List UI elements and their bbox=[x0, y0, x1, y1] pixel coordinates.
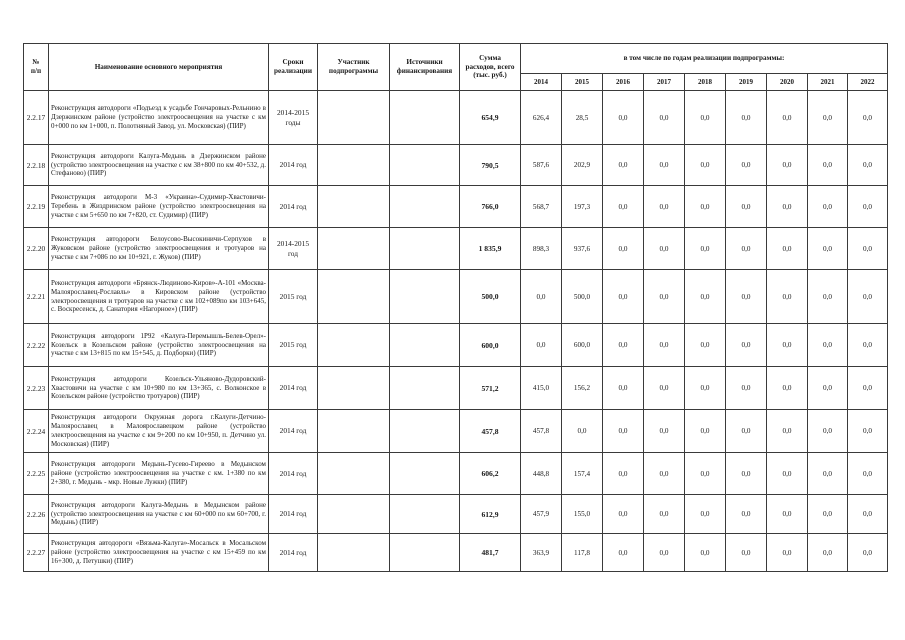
row-number: 2.2.26 bbox=[24, 495, 49, 534]
row-number: 2.2.21 bbox=[24, 270, 49, 324]
row-number: 2.2.24 bbox=[24, 410, 49, 453]
year-amount-2022: 0,0 bbox=[848, 324, 888, 367]
year-amount-2019: 0,0 bbox=[726, 228, 767, 270]
participant-cell bbox=[318, 91, 390, 145]
header-year-2017: 2017 bbox=[644, 74, 685, 91]
header-year-2016: 2016 bbox=[603, 74, 644, 91]
year-amount-2020: 0,0 bbox=[767, 228, 808, 270]
header-participant: Участник подпрограммы bbox=[318, 44, 390, 91]
year-amount-2021: 0,0 bbox=[808, 270, 848, 324]
year-amount-2016: 0,0 bbox=[603, 228, 644, 270]
total-amount: 481,7 bbox=[460, 534, 521, 572]
year-amount-2019: 0,0 bbox=[726, 534, 767, 572]
measure-name: Реконструкция автодороги Калуга-Медынь в Дзержинском районе (устройство электроосвещения на участке с км 38+800 по км 40+532, д. Стефаново) (ПИР) bbox=[49, 145, 269, 186]
row-number: 2.2.25 bbox=[24, 453, 49, 495]
year-amount-2020: 0,0 bbox=[767, 270, 808, 324]
participant-cell bbox=[318, 228, 390, 270]
year-amount-2019: 0,0 bbox=[726, 186, 767, 228]
measure-name: Реконструкция автодороги Козельск-Ульяново-Дудоровский-Хвастовичи на участке с км 10+980 по км 13+365, с. Волконское в Козельском районе (устройство тротуаров) (ПИР) bbox=[49, 367, 269, 410]
table-row bbox=[24, 228, 888, 270]
year-amount-2016: 0,0 bbox=[603, 453, 644, 495]
year-amount-2018: 0,0 bbox=[685, 534, 726, 572]
table-row bbox=[24, 145, 888, 186]
row-number: 2.2.27 bbox=[24, 534, 49, 572]
measure-name: Реконструкция автодороги «Вязьма-Калуга»-Мосальск в Мосальском районе (устройство электроосвещения на участке с км 15+459 по км 16+300, д. Петушки) (ПИР) bbox=[49, 534, 269, 572]
year-amount-2022: 0,0 bbox=[848, 410, 888, 453]
participant-cell bbox=[318, 145, 390, 186]
year-amount-2019: 0,0 bbox=[726, 410, 767, 453]
table-row bbox=[24, 367, 888, 410]
year-amount-2018: 0,0 bbox=[685, 228, 726, 270]
year-amount-2022: 0,0 bbox=[848, 367, 888, 410]
header-year-2018: 2018 bbox=[685, 74, 726, 91]
year-amount-2019: 0,0 bbox=[726, 145, 767, 186]
header-year-2019: 2019 bbox=[726, 74, 767, 91]
year-amount-2020: 0,0 bbox=[767, 186, 808, 228]
header-source: Источники финансирования bbox=[390, 44, 460, 91]
year-amount-2015: 28,5 bbox=[562, 91, 603, 145]
year-amount-2017: 0,0 bbox=[644, 453, 685, 495]
row-number: 2.2.19 bbox=[24, 186, 49, 228]
year-amount-2014: 626,4 bbox=[521, 91, 562, 145]
total-amount: 571,2 bbox=[460, 367, 521, 410]
participant-cell bbox=[318, 453, 390, 495]
year-amount-2014: 448,8 bbox=[521, 453, 562, 495]
measure-name: Реконструкция автодороги М-3 «Украина»-Судимир-Хвастовичи-Теребень в Жиздринском районе (устройство электроосвещения на участке с км 5+650 по км 7+820, ст. Судимир) (ПИР) bbox=[49, 186, 269, 228]
funding-source-cell bbox=[390, 410, 460, 453]
funding-source-cell bbox=[390, 495, 460, 534]
participant-cell bbox=[318, 495, 390, 534]
total-amount: 612,9 bbox=[460, 495, 521, 534]
year-amount-2017: 0,0 bbox=[644, 186, 685, 228]
header-year-2021: 2021 bbox=[808, 74, 848, 91]
year-amount-2014: 415,0 bbox=[521, 367, 562, 410]
total-amount: 500,0 bbox=[460, 270, 521, 324]
implementation-period: 2014-2015 год bbox=[269, 228, 318, 270]
year-amount-2014: 568,7 bbox=[521, 186, 562, 228]
year-amount-2017: 0,0 bbox=[644, 270, 685, 324]
year-amount-2021: 0,0 bbox=[808, 91, 848, 145]
year-amount-2016: 0,0 bbox=[603, 91, 644, 145]
year-amount-2021: 0,0 bbox=[808, 145, 848, 186]
year-amount-2021: 0,0 bbox=[808, 495, 848, 534]
total-amount: 606,2 bbox=[460, 453, 521, 495]
year-amount-2015: 202,9 bbox=[562, 145, 603, 186]
year-amount-2018: 0,0 bbox=[685, 495, 726, 534]
implementation-period: 2014 год bbox=[269, 367, 318, 410]
participant-cell bbox=[318, 534, 390, 572]
measure-name: Реконструкция автодороги «Подъезд к усадьбе Гончаровых-Рельнино в Дзержинском районе (устройство электроосвещения на участке с км 0+000 по км 1+000, п. Полотняный Завод, ул. Московская) (ПИР) bbox=[49, 91, 269, 145]
year-amount-2019: 0,0 bbox=[726, 367, 767, 410]
implementation-period: 2014 год bbox=[269, 495, 318, 534]
implementation-period: 2014 год bbox=[269, 453, 318, 495]
header-by-years: в том числе по годам реализации подпрограммы: bbox=[521, 44, 888, 74]
year-amount-2016: 0,0 bbox=[603, 145, 644, 186]
year-amount-2022: 0,0 bbox=[848, 145, 888, 186]
total-amount: 457,8 bbox=[460, 410, 521, 453]
measure-name: Реконструкция автодороги Окружная дорога г.Калуги-Детчино-Малоярославец в Малоярославецком районе (устройство электроосвещения на участке с км 9+200 по км 10+950, п. Детчино ул. Московская) (ПИР) bbox=[49, 410, 269, 453]
total-amount: 766,0 bbox=[460, 186, 521, 228]
year-amount-2018: 0,0 bbox=[685, 145, 726, 186]
program-table-page bbox=[23, 43, 887, 572]
year-amount-2020: 0,0 bbox=[767, 495, 808, 534]
funding-source-cell bbox=[390, 324, 460, 367]
year-amount-2015: 0,0 bbox=[562, 410, 603, 453]
year-amount-2018: 0,0 bbox=[685, 270, 726, 324]
implementation-period: 2014 год bbox=[269, 410, 318, 453]
year-amount-2015: 155,0 bbox=[562, 495, 603, 534]
row-number: 2.2.17 bbox=[24, 91, 49, 145]
year-amount-2022: 0,0 bbox=[848, 495, 888, 534]
year-amount-2020: 0,0 bbox=[767, 145, 808, 186]
participant-cell bbox=[318, 324, 390, 367]
implementation-period: 2014-2015 годы bbox=[269, 91, 318, 145]
year-amount-2015: 500,0 bbox=[562, 270, 603, 324]
year-amount-2019: 0,0 bbox=[726, 270, 767, 324]
participant-cell bbox=[318, 186, 390, 228]
program-measures-table bbox=[23, 43, 888, 572]
year-amount-2016: 0,0 bbox=[603, 410, 644, 453]
year-amount-2017: 0,0 bbox=[644, 410, 685, 453]
header-year-2020: 2020 bbox=[767, 74, 808, 91]
year-amount-2017: 0,0 bbox=[644, 367, 685, 410]
year-amount-2019: 0,0 bbox=[726, 324, 767, 367]
funding-source-cell bbox=[390, 534, 460, 572]
measure-name: Реконструкция автодороги Калуга-Медынь в Медынском районе (устройство электроосвещения на участке с км 60+000 по км 60+700, г. Медынь) (ПИР) bbox=[49, 495, 269, 534]
participant-cell bbox=[318, 270, 390, 324]
year-amount-2018: 0,0 bbox=[685, 324, 726, 367]
total-amount: 790,5 bbox=[460, 145, 521, 186]
year-amount-2015: 937,6 bbox=[562, 228, 603, 270]
header-total: Сумма расходов, всего (тыс. руб.) bbox=[460, 44, 521, 91]
total-amount: 600,0 bbox=[460, 324, 521, 367]
year-amount-2015: 156,2 bbox=[562, 367, 603, 410]
measure-name: Реконструкция автодороги Белоусово-Высокиничи-Серпухов в Жуковском районе (устройство электроосвещения и тротуаров на участке с км 7+086 по км 10+921, г. Жуков) (ПИР) bbox=[49, 228, 269, 270]
funding-source-cell bbox=[390, 186, 460, 228]
year-amount-2020: 0,0 bbox=[767, 367, 808, 410]
year-amount-2018: 0,0 bbox=[685, 410, 726, 453]
year-amount-2015: 117,8 bbox=[562, 534, 603, 572]
year-amount-2016: 0,0 bbox=[603, 367, 644, 410]
year-amount-2020: 0,0 bbox=[767, 324, 808, 367]
year-amount-2022: 0,0 bbox=[848, 534, 888, 572]
year-amount-2019: 0,0 bbox=[726, 91, 767, 145]
table-row bbox=[24, 324, 888, 367]
year-amount-2022: 0,0 bbox=[848, 91, 888, 145]
implementation-period: 2014 год bbox=[269, 145, 318, 186]
implementation-period: 2014 год bbox=[269, 534, 318, 572]
year-amount-2018: 0,0 bbox=[685, 367, 726, 410]
year-amount-2017: 0,0 bbox=[644, 324, 685, 367]
year-amount-2021: 0,0 bbox=[808, 410, 848, 453]
year-amount-2016: 0,0 bbox=[603, 495, 644, 534]
year-amount-2017: 0,0 bbox=[644, 534, 685, 572]
participant-cell bbox=[318, 367, 390, 410]
row-number: 2.2.18 bbox=[24, 145, 49, 186]
year-amount-2014: 0,0 bbox=[521, 324, 562, 367]
table-row bbox=[24, 186, 888, 228]
year-amount-2022: 0,0 bbox=[848, 186, 888, 228]
table-row bbox=[24, 495, 888, 534]
year-amount-2014: 0,0 bbox=[521, 270, 562, 324]
table-row bbox=[24, 534, 888, 572]
year-amount-2016: 0,0 bbox=[603, 270, 644, 324]
header-year-2022: 2022 bbox=[848, 74, 888, 91]
header-year-2015: 2015 bbox=[562, 74, 603, 91]
measure-name: Реконструкция автодороги «Брянск-Людиново-Киров»-А-101 «Москва-Малоярославец-Рославль» в Кировском районе (устройство электроосвещения и тротуаров на участке с км 102+089по км 103+645, с. Воскресенск, д. Санатория «Нагорное») (ПИР) bbox=[49, 270, 269, 324]
table-row bbox=[24, 453, 888, 495]
year-amount-2022: 0,0 bbox=[848, 453, 888, 495]
participant-cell bbox=[318, 410, 390, 453]
header-num: № п/п bbox=[24, 44, 49, 91]
funding-source-cell bbox=[390, 453, 460, 495]
year-amount-2014: 457,9 bbox=[521, 495, 562, 534]
year-amount-2022: 0,0 bbox=[848, 228, 888, 270]
year-amount-2019: 0,0 bbox=[726, 495, 767, 534]
funding-source-cell bbox=[390, 228, 460, 270]
year-amount-2016: 0,0 bbox=[603, 186, 644, 228]
year-amount-2018: 0,0 bbox=[685, 453, 726, 495]
year-amount-2020: 0,0 bbox=[767, 453, 808, 495]
year-amount-2017: 0,0 bbox=[644, 495, 685, 534]
year-amount-2014: 587,6 bbox=[521, 145, 562, 186]
year-amount-2021: 0,0 bbox=[808, 324, 848, 367]
funding-source-cell bbox=[390, 145, 460, 186]
year-amount-2014: 898,3 bbox=[521, 228, 562, 270]
funding-source-cell bbox=[390, 367, 460, 410]
year-amount-2021: 0,0 bbox=[808, 367, 848, 410]
row-number: 2.2.22 bbox=[24, 324, 49, 367]
year-amount-2018: 0,0 bbox=[685, 91, 726, 145]
funding-source-cell bbox=[390, 91, 460, 145]
year-amount-2020: 0,0 bbox=[767, 534, 808, 572]
year-amount-2022: 0,0 bbox=[848, 270, 888, 324]
row-number: 2.2.23 bbox=[24, 367, 49, 410]
header-year-2014: 2014 bbox=[521, 74, 562, 91]
total-amount: 1 835,9 bbox=[460, 228, 521, 270]
table-row bbox=[24, 270, 888, 324]
year-amount-2015: 197,3 bbox=[562, 186, 603, 228]
year-amount-2016: 0,0 bbox=[603, 534, 644, 572]
year-amount-2021: 0,0 bbox=[808, 228, 848, 270]
year-amount-2015: 157,4 bbox=[562, 453, 603, 495]
year-amount-2017: 0,0 bbox=[644, 91, 685, 145]
implementation-period: 2015 год bbox=[269, 270, 318, 324]
year-amount-2017: 0,0 bbox=[644, 145, 685, 186]
year-amount-2015: 600,0 bbox=[562, 324, 603, 367]
header-period: Сроки реализации bbox=[269, 44, 318, 91]
year-amount-2021: 0,0 bbox=[808, 186, 848, 228]
year-amount-2017: 0,0 bbox=[644, 228, 685, 270]
implementation-period: 2015 год bbox=[269, 324, 318, 367]
table-row bbox=[24, 410, 888, 453]
year-amount-2019: 0,0 bbox=[726, 453, 767, 495]
table-row bbox=[24, 91, 888, 145]
year-amount-2014: 457,8 bbox=[521, 410, 562, 453]
year-amount-2020: 0,0 bbox=[767, 91, 808, 145]
row-number: 2.2.20 bbox=[24, 228, 49, 270]
year-amount-2021: 0,0 bbox=[808, 534, 848, 572]
year-amount-2020: 0,0 bbox=[767, 410, 808, 453]
year-amount-2014: 363,9 bbox=[521, 534, 562, 572]
year-amount-2018: 0,0 bbox=[685, 186, 726, 228]
year-amount-2021: 0,0 bbox=[808, 453, 848, 495]
measure-name: Реконструкция автодороги Медынь-Гусево-Гиреево в Медынском районе (устройство электроосвещения на участке с км. 1+380 по км 2+380, г. Медынь - мкр. Новые Лужки) (ПИР) bbox=[49, 453, 269, 495]
total-amount: 654,9 bbox=[460, 91, 521, 145]
year-amount-2016: 0,0 bbox=[603, 324, 644, 367]
funding-source-cell bbox=[390, 270, 460, 324]
header-name: Наименование основного мероприятия bbox=[49, 44, 269, 91]
implementation-period: 2014 год bbox=[269, 186, 318, 228]
measure-name: Реконструкция автодороги 1Р92 «Калуга-Перемышль-Белев-Орел»-Козельск в Козельском районе (устройство электроосвещения на участке с км 13+815 по км 15+545, д. Подборки) (ПИР) bbox=[49, 324, 269, 367]
